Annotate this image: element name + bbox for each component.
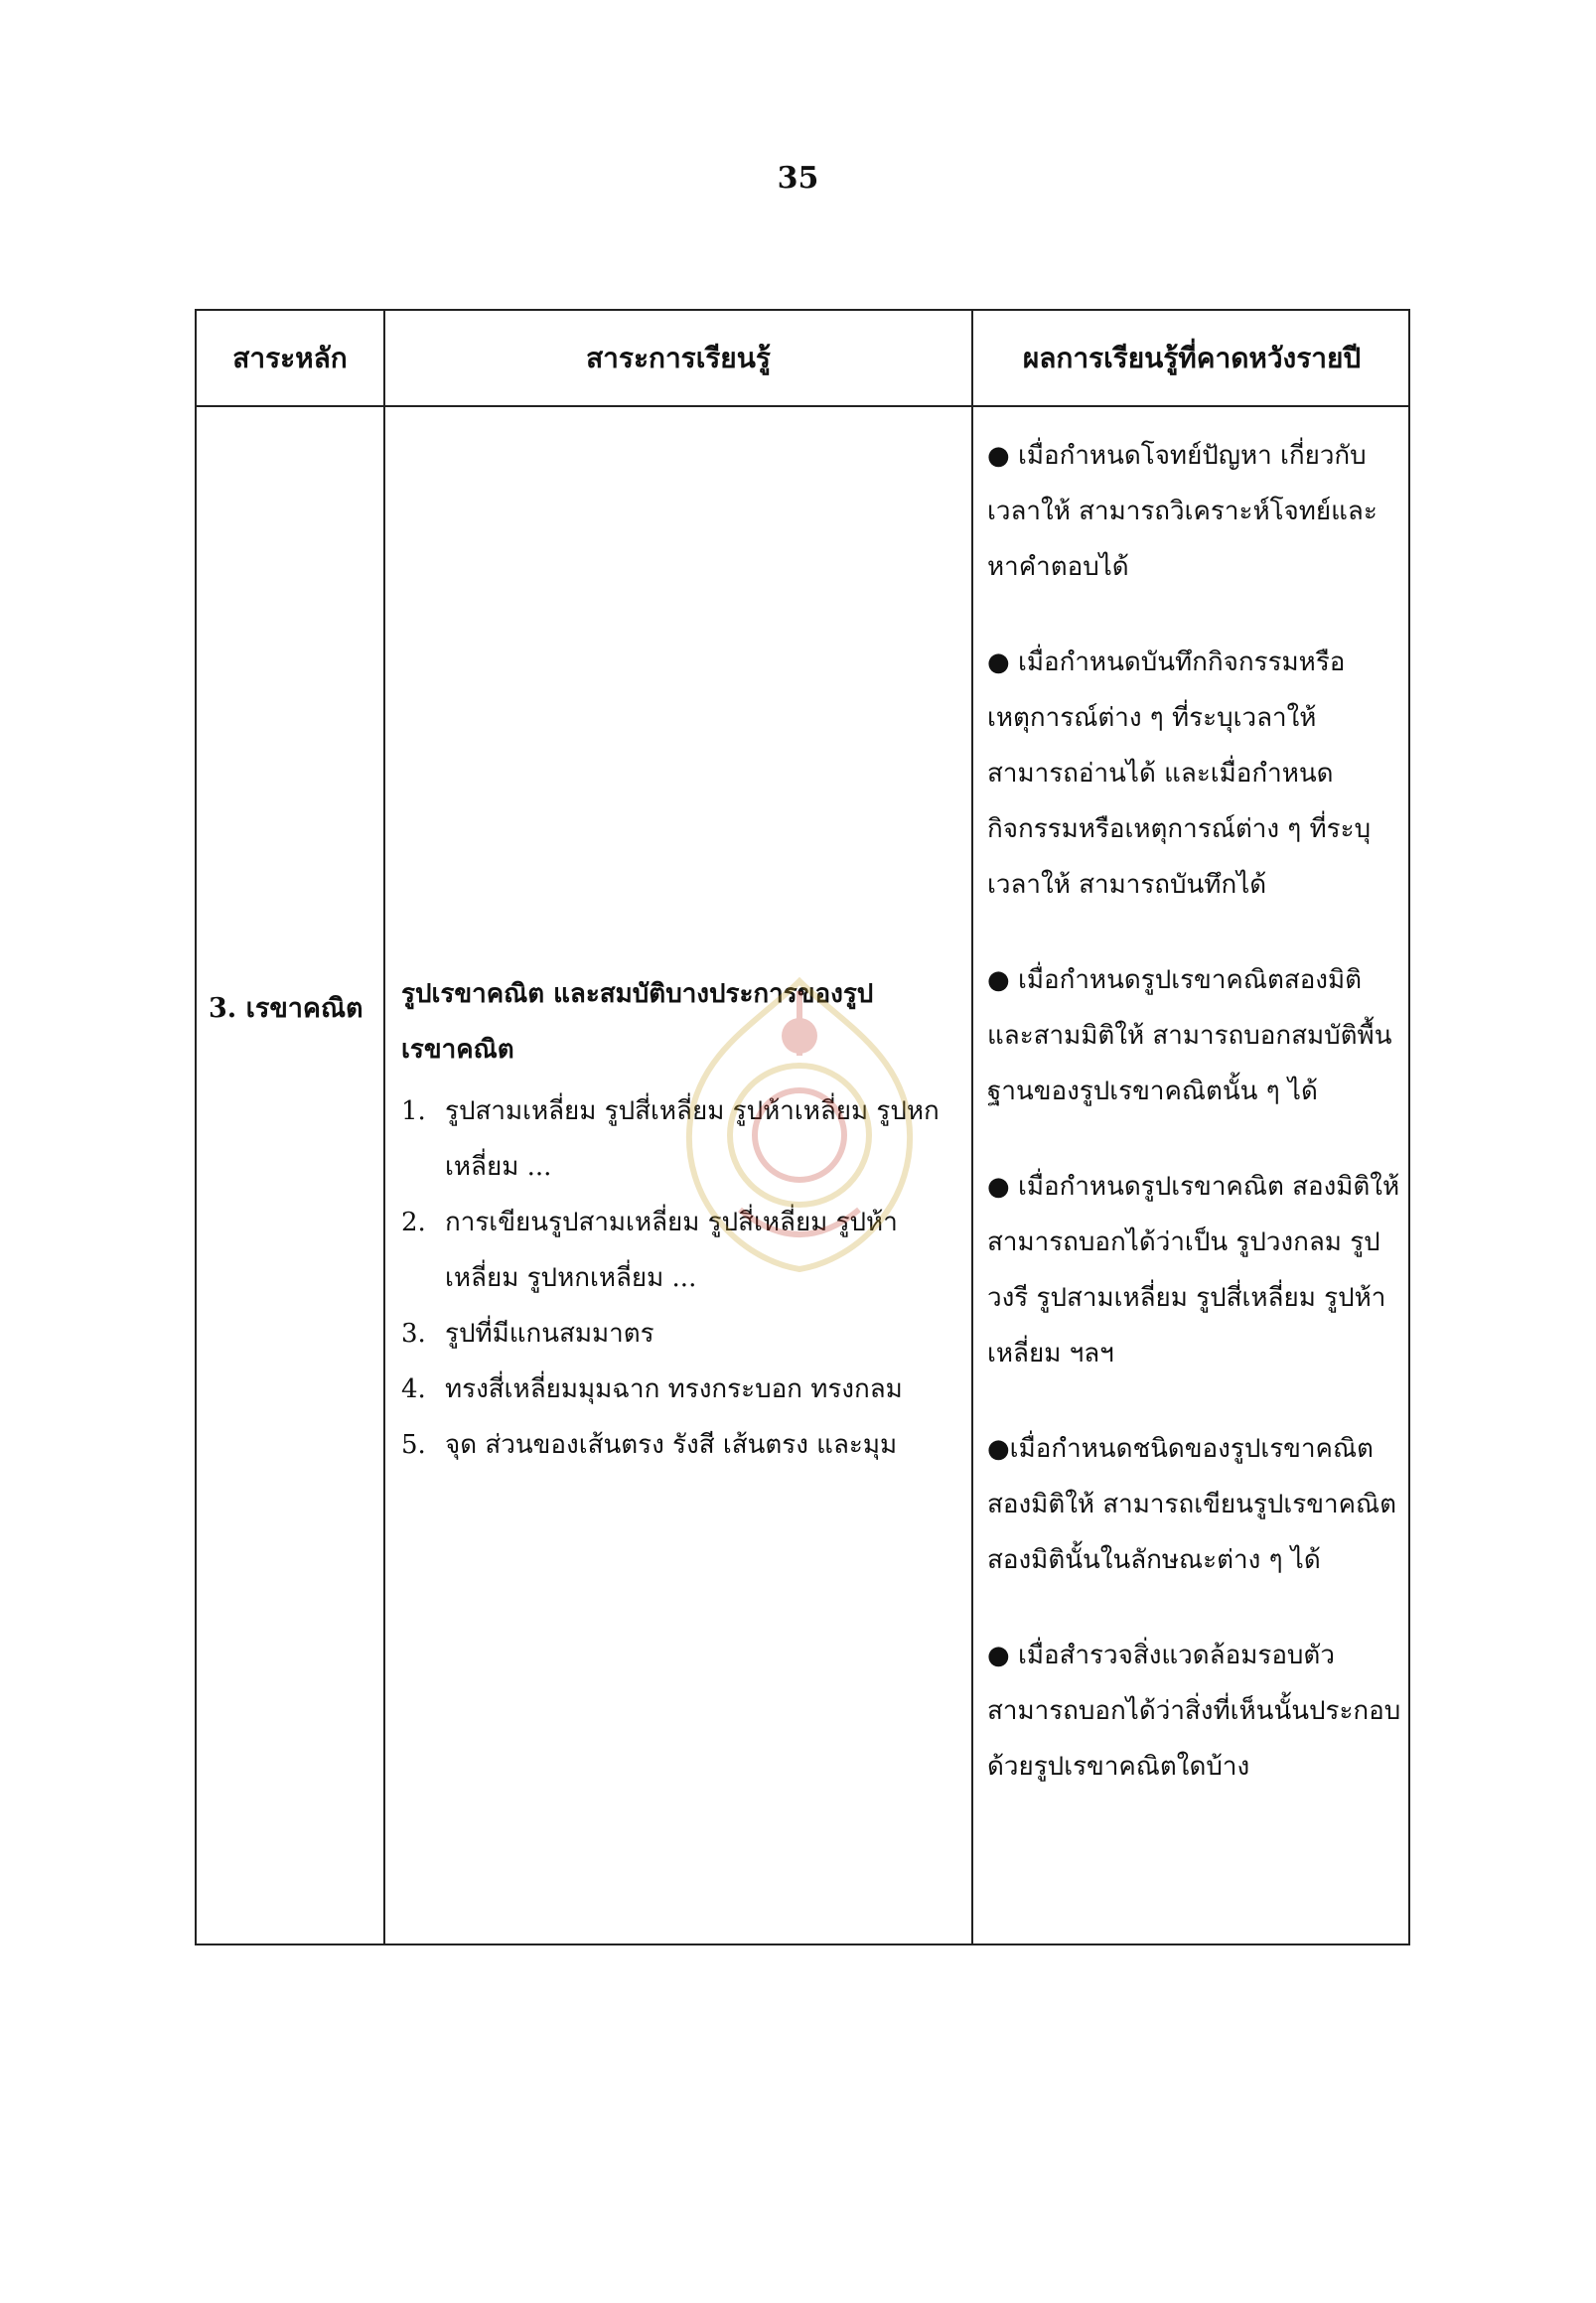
result-item: ● เมื่อกำหนดรูปเรขาคณิต สองมิติให้ สามารถบอกได้ว่าเป็น รูปวงกลม รูปวงรี รูปสามเหลี่ยม รูปสี่เหลี่ยม รูปห้าเหลี่ยม ฯลฯ [987, 1172, 1400, 1368]
list-item [401, 1195, 957, 1306]
list-text: จุด ส่วนของเส้นตรง รังสี เส้นตรง และมุม [445, 1430, 898, 1460]
result-item: ● เมื่อกำหนดโจทย์ปัญหา เกี่ยวกับเวลาให้ สามารถวิเคราะห์โจทย์และหาคำตอบได้ [987, 441, 1378, 582]
list-number: 4. [401, 1374, 426, 1404]
list-item [401, 1083, 957, 1195]
main-topic-cell: 3. เรขาคณิต [209, 993, 363, 1024]
list-text: การเขียนรูปสามเหลี่ยม รูปสี่เหลี่ยม รูปห้าเหลี่ยม รูปหกเหลี่ยม ... [445, 1208, 898, 1293]
list-number: 2. [401, 1208, 426, 1237]
header-learning-content: สาระการเรียนรู้ [586, 341, 771, 374]
list-number: 5. [401, 1430, 426, 1460]
content-list [401, 1083, 957, 1473]
header-expected-results: ผลการเรียนรู้ที่คาดหวังรายปี [1022, 341, 1362, 374]
list-text: รูปสามเหลี่ยม รูปสี่เหลี่ยม รูปห้าเหลี่ยม รูปหกเหลี่ยม ... [445, 1096, 940, 1182]
header-divider [197, 405, 1408, 407]
list-text: รูปที่มีแกนสมมาตร [445, 1319, 654, 1349]
list-text: ทรงสี่เหลี่ยมมุมฉาก ทรงกระบอก ทรงกลม [445, 1374, 903, 1404]
list-number: 1. [401, 1096, 426, 1126]
list-item [401, 1362, 957, 1417]
content-title: รูปเรขาคณิต และสมบัติบางประการของรูปเรขาคณิต [401, 979, 874, 1065]
column-divider-1 [383, 311, 385, 1943]
curriculum-table [195, 309, 1410, 1945]
list-item [401, 1417, 957, 1473]
result-item: ● เมื่อกำหนดรูปเรขาคณิตสองมิติและสามมิติให้ สามารถบอกสมบัติพื้นฐานของรูปเรขาคณิตนั้น ๆ ได้ [987, 965, 1392, 1106]
column-divider-2 [971, 311, 973, 1943]
list-number: 3. [401, 1319, 426, 1349]
list-item [401, 1306, 957, 1362]
header-main-topic: สาระหลัก [232, 341, 348, 374]
result-item: ● เมื่อกำหนดบันทึกกิจกรรมหรือเหตุการณ์ต่าง ๆ ที่ระบุเวลาให้ สามารถอ่านได้ และเมื่อกำหนดกิจกรรมหรือเหตุการณ์ต่าง ๆ ที่ระบุเวลาให้ สามารถบันทึกได้ [987, 648, 1372, 900]
result-item: ● เมื่อสำรวจสิ่งแวดล้อมรอบตัว สามารถบอกได้ว่าสิ่งที่เห็นนั้นประกอบด้วยรูปเรขาคณิตใดบ้าง [987, 1641, 1401, 1782]
result-item: ●เมื่อกำหนดชนิดของรูปเรขาคณิตสองมิติให้ สามารถเขียนรูปเรขาคณิตสองมิตินั้นในลักษณะต่าง ๆ ได้ [987, 1434, 1396, 1575]
learning-content-cell [401, 966, 957, 1473]
page-number: 35 [777, 161, 819, 196]
expected-results-cell [987, 428, 1404, 1834]
